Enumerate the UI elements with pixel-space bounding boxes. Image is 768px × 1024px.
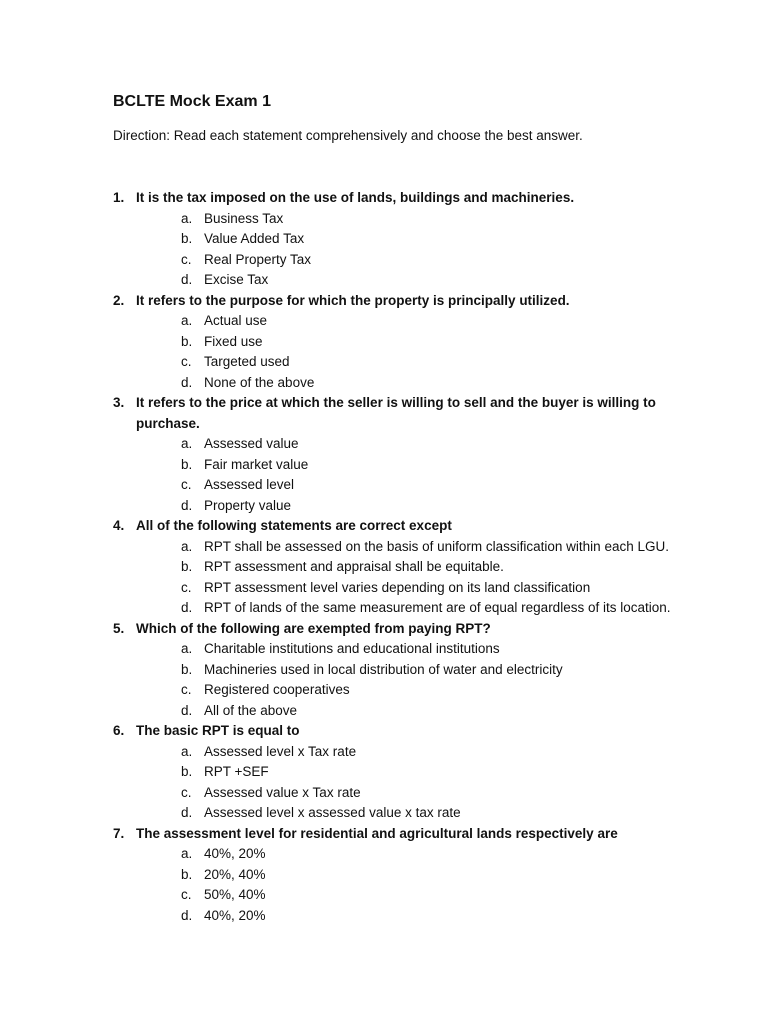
choice-letter: c. (181, 887, 192, 902)
choice-list (136, 537, 673, 619)
choice-letter: d. (181, 805, 193, 820)
choice-letter: b. (181, 764, 193, 779)
choice-item (136, 557, 673, 578)
choice-item (136, 701, 673, 722)
choice-text: RPT +SEF (204, 764, 269, 779)
question-number: 3. (113, 395, 125, 410)
choice-list (136, 742, 673, 824)
choice-text: 40%, 20% (204, 907, 266, 923)
choice-letter: b. (181, 333, 193, 349)
choice-text: 20%, 40% (204, 866, 266, 882)
choice-item (136, 496, 673, 517)
question-text: It is the tax imposed on the use of lands, buildings and machineries. (136, 190, 575, 205)
question-item (113, 721, 673, 824)
choice-list (136, 434, 673, 516)
question-item (113, 824, 673, 927)
choice-item (136, 865, 673, 886)
question-text: Which of the following are exempted from paying RPT? (136, 620, 491, 636)
choice-text: Fair market value (204, 456, 309, 472)
choice-letter: c. (181, 354, 192, 369)
choice-item (136, 762, 673, 783)
choice-text: RPT assessment and appraisal shall be equitable. (204, 559, 504, 574)
choice-item (136, 639, 673, 660)
choice-letter: d. (181, 600, 193, 615)
choice-letter: c. (181, 682, 192, 697)
choice-text: Targeted used (204, 354, 290, 369)
choice-letter: d. (181, 272, 193, 287)
choice-letter: a. (181, 436, 193, 451)
choice-text: 50%, 40% (204, 887, 266, 902)
choice-item (136, 537, 673, 558)
choice-letter: c. (181, 477, 192, 492)
choice-item (136, 434, 673, 455)
choice-letter: a. (181, 846, 193, 861)
question-text: The basic RPT is equal to (136, 723, 300, 738)
choice-text: Registered cooperatives (204, 682, 350, 697)
choice-text: None of the above (204, 374, 315, 390)
question-text: All of the following statements are correct except (136, 518, 452, 533)
choice-item (136, 680, 673, 701)
question-number: 1. (113, 190, 125, 205)
choice-text: Fixed use (204, 333, 263, 349)
choice-item (136, 475, 673, 496)
question-item (113, 393, 673, 516)
choice-item (136, 229, 673, 250)
choice-item (136, 783, 673, 804)
choice-letter: c. (181, 251, 192, 267)
choice-item (136, 906, 673, 927)
choice-item (136, 311, 673, 332)
choice-text: Property value (204, 497, 292, 513)
choice-item (136, 250, 673, 271)
choice-text: RPT shall be assessed on the basis of uniform classification within each LGU. (204, 538, 669, 554)
choice-text: Real Property Tax (204, 251, 312, 267)
choice-item (136, 373, 673, 394)
exam-direction: Direction: Read each statement comprehensively and choose the best answer. (113, 128, 583, 143)
choice-letter: c. (181, 784, 192, 800)
question-item (113, 291, 673, 394)
choice-item (136, 352, 673, 373)
choice-item (136, 332, 673, 353)
question-list (113, 188, 673, 926)
choice-text: Value Added Tax (204, 231, 305, 246)
choice-item (136, 455, 673, 476)
choice-text: Charitable institutions and educational institutions (204, 641, 500, 656)
choice-text: Machineries used in local distribution of water and electricity (204, 661, 563, 677)
choice-item (136, 885, 673, 906)
question-number: 5. (113, 620, 125, 636)
choice-text: RPT assessment level varies depending on its land classification (204, 579, 591, 595)
question-number: 2. (113, 292, 125, 308)
choice-item (136, 742, 673, 763)
choice-list (136, 844, 673, 926)
choice-text: Assessed value x Tax rate (204, 784, 361, 800)
choice-letter: a. (181, 743, 193, 759)
exam-title: BCLTE Mock Exam 1 (113, 93, 271, 110)
choice-letter: b. (181, 231, 193, 246)
question-text: It refers to the price at which the seller is willing to sell and the buyer is willing to purchase. (136, 395, 656, 431)
choice-text: RPT of lands of the same measurement are of equal regardless of its location. (204, 600, 671, 615)
question-text: It refers to the purpose for which the property is principally utilized. (136, 292, 570, 308)
choice-item (136, 270, 673, 291)
choice-list (136, 639, 673, 721)
choice-letter: b. (181, 456, 193, 472)
choice-letter: d. (181, 497, 193, 513)
choice-text: Assessed level x Tax rate (204, 743, 357, 759)
choice-letter: b. (181, 559, 193, 574)
question-number: 6. (113, 723, 125, 738)
choice-item (136, 209, 673, 230)
choice-list (136, 311, 673, 393)
choice-letter: b. (181, 661, 193, 677)
choice-list (136, 209, 673, 291)
choice-item (136, 598, 673, 619)
choice-text: Business Tax (204, 210, 284, 226)
choice-item (136, 803, 673, 824)
choice-letter: a. (181, 313, 193, 328)
choice-letter: b. (181, 866, 193, 882)
question-number: 7. (113, 825, 125, 841)
choice-text: Assessed level x assessed value x tax rate (204, 805, 461, 820)
choice-item (136, 660, 673, 681)
choice-text: Actual use (204, 313, 268, 328)
choice-letter: d. (181, 374, 193, 390)
choice-letter: c. (181, 579, 192, 595)
question-text: The assessment level for residential and agricultural lands respectively are (136, 825, 618, 841)
question-number: 4. (113, 518, 125, 533)
choice-text: All of the above (204, 702, 298, 718)
choice-text: Assessed level (204, 477, 295, 492)
choice-letter: a. (181, 538, 193, 554)
choice-item (136, 844, 673, 865)
choice-text: Assessed value (204, 436, 299, 451)
choice-letter: d. (181, 702, 193, 718)
choice-item (136, 578, 673, 599)
choice-letter: d. (181, 907, 193, 923)
question-item (113, 619, 673, 722)
choice-letter: a. (181, 641, 193, 656)
question-item (113, 188, 673, 291)
choice-text: 40%, 20% (204, 846, 266, 861)
choice-text: Excise Tax (204, 272, 269, 287)
question-item (113, 516, 673, 619)
choice-letter: a. (181, 210, 193, 226)
